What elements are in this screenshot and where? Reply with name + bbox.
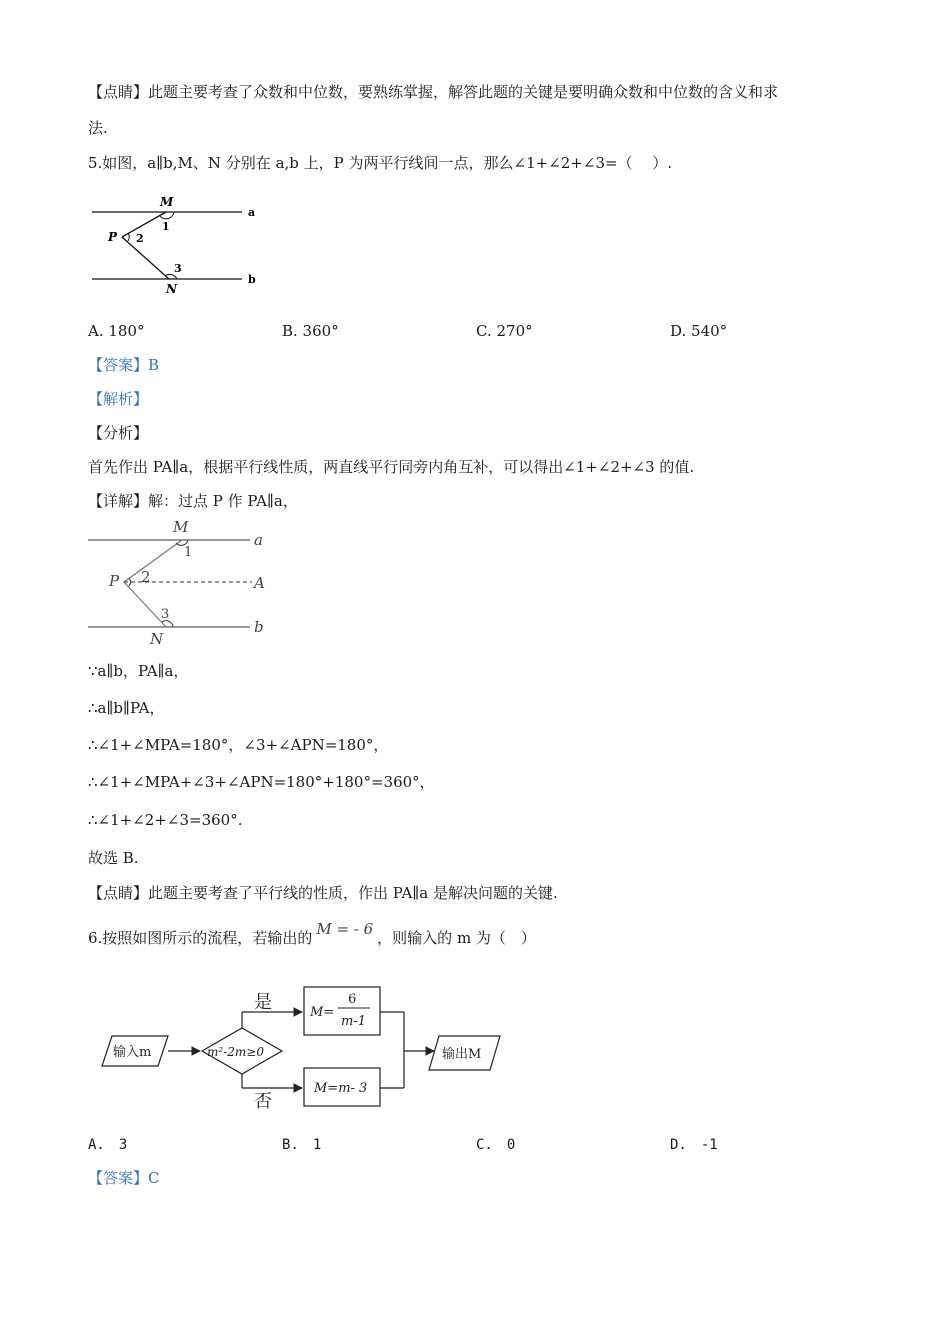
q5-dianjing: 【点睛】此题主要考查了平行线的性质，作出 PA∥a 是解决问题的关键.: [88, 884, 558, 902]
flow-no-label: 否: [254, 1091, 272, 1112]
question-6-post: ，则输入的 m 为（ ）: [377, 929, 536, 947]
fig1-label-3: 3: [174, 262, 182, 275]
q6-option-a: A. 3: [88, 1137, 128, 1153]
q6-flowchart: [96, 980, 506, 1116]
fig1-label-2: 2: [136, 232, 144, 245]
q5-option-b: B. 360°: [282, 322, 339, 340]
step-3: ∴∠1+∠MPA=180°，∠3+∠APN=180°，: [88, 736, 389, 754]
q5-fenxi: 【分析】: [88, 424, 149, 442]
q5-figure: [88, 192, 268, 302]
step-1: ∵a∥b，PA∥a，: [88, 662, 189, 680]
fig2-label-a: a: [254, 531, 263, 549]
fig2-label-b: b: [254, 618, 264, 636]
question-6: [88, 920, 536, 948]
fig2-label-A: A: [254, 574, 265, 592]
step-2: ∴a∥b∥PA，: [88, 699, 165, 717]
dianjing-line-1: 【点睛】此题主要考查了众数和中位数，要熟练掌握，解答此题的关键是要明确众数和中位数的含义和求: [88, 83, 779, 101]
question-6-math: M = - 6: [316, 920, 374, 938]
q5-fenxi-text: 首先作出 PA∥a，根据平行线性质，两直线平行同旁内角互补，可以得出∠1+∠2+∠3 的值.: [88, 458, 695, 476]
question-6-pre: 6.按照如图所示的流程，若输出的: [88, 929, 313, 947]
fig1-label-P: P: [108, 230, 118, 244]
q5-option-d: D. 540°: [670, 322, 728, 340]
step-4: ∴∠1+∠MPA+∠3+∠APN=180°+180°=360°，: [88, 773, 435, 791]
q6-option-c: C. 0: [476, 1137, 516, 1153]
q5-solution-figure: [86, 516, 276, 650]
fig1-label-N: N: [166, 282, 177, 296]
flow-bottom-formula: M=m- 3: [314, 1081, 368, 1096]
fig1-label-M: M: [160, 195, 174, 209]
q5-option-c: C. 270°: [476, 322, 533, 340]
q5-jiexi: 【解析】: [88, 390, 149, 408]
fig2-label-P: P: [109, 572, 120, 590]
question-5: 5.如图，a∥b,M、N 分别在 a,b 上，P 为两平行线间一点，那么∠1+∠2+∠3=（ ）.: [88, 154, 673, 172]
fig1-label-1: 1: [162, 220, 170, 233]
flow-condition: m²-2m≥0: [207, 1045, 264, 1059]
fig2-label-3: 3: [161, 607, 170, 622]
step-6: 故选 B.: [88, 849, 139, 867]
fig2-label-1: 1: [184, 545, 193, 560]
q6-option-d: D. -1: [670, 1137, 718, 1153]
fig2-label-N: N: [150, 630, 164, 648]
q5-answer: 【答案】B: [88, 356, 160, 374]
flow-yes-label: 是: [254, 992, 272, 1013]
flow-top-denominator: m-1: [341, 1014, 366, 1029]
flow-input-label: 输入m: [113, 1045, 152, 1060]
flow-top-lhs: M=: [310, 1005, 335, 1020]
step-5: ∴∠1+∠2+∠3=360°.: [88, 811, 243, 829]
dianjing-line-2: 法.: [88, 119, 108, 137]
fig2-label-M: M: [173, 518, 189, 536]
fig1-label-b: b: [248, 273, 256, 286]
flow-top-numerator: 6: [348, 992, 357, 1007]
q6-answer: 【答案】C: [88, 1169, 160, 1187]
q5-option-a: A. 180°: [88, 322, 145, 340]
flow-output-label: 输出M: [442, 1047, 482, 1062]
fig2-label-2: 2: [141, 568, 151, 586]
fig1-label-a: a: [248, 206, 256, 219]
q6-option-b: B. 1: [282, 1137, 322, 1153]
q5-detail: 【详解】解：过点 P 作 PA∥a，: [88, 492, 298, 510]
